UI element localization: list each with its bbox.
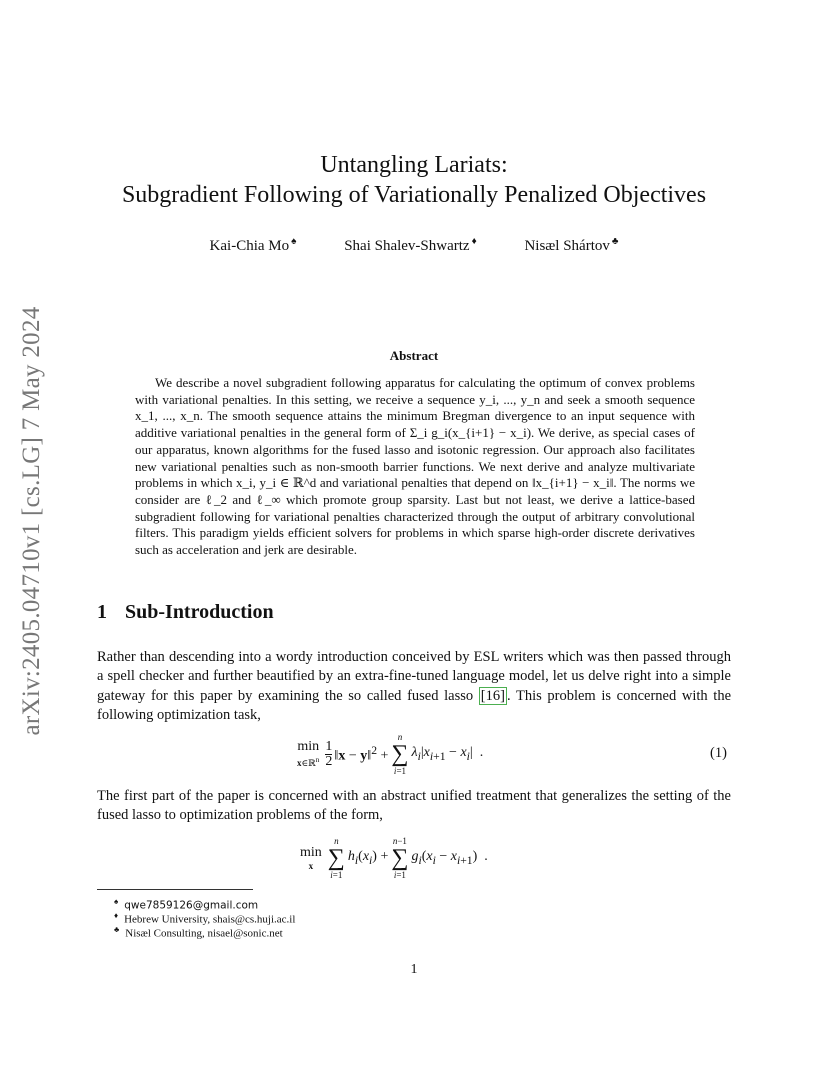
abstract-heading: Abstract — [389, 348, 439, 363]
footnote: ♦ Hebrew University, shais@cs.huji.ac.il — [114, 911, 296, 926]
section-heading — [97, 601, 274, 624]
equation-number: (1) — [710, 745, 727, 761]
citation-link[interactable]: [16] — [480, 687, 505, 704]
equation-1: min x∈ℝ$^n$ 1 2 ‖x − y‖$^2$ + n ∑ i=1 $\lambda_i|x_{i+1} - x_i|$ . — [297, 732, 484, 776]
paper-title-line-2: Subgradient Following of Variationally Penalized Objectives — [121, 182, 707, 208]
section-number: 1 — [97, 601, 107, 623]
intro-paragraph: Rather than descending into a wordy introduction conceived by ESL writers which was then passed through a spell checker and further beautified by an extra-fine-tuned language model, let us delve right into a simple gateway for this paper by examining the so called fused lasso [16] . This problem is concerned with the following optimization task, — [97, 649, 732, 723]
author: Nisæl Shártov ♣ — [524, 236, 619, 254]
abstract-text: We describe a novel subgradient following apparatus for calculating the optimum of convex problems with variational penalties. In this setting, we receive a sequence y_i, ..., y_n and seek a smooth sequence x_1, ..., x_n. The smooth sequence attains the minimum Bregman divergence to an input sequence with additive variational penalties in the general form of Σ_i g_i(x_{i+1} − x_i). We derive, as special cases of our apparatus, known algorithms for the fused lasso and isotonic regression. Our approach also facilitates new variational penalties such as non-smooth barrier functions. We next derive and analyze multivariate problems in which x_i, y_i ∈ ℝ^d and variational penalties that depend on ‖x_{i+1} − x_i‖. The norms we consider are ℓ_2 and ℓ_∞ which promote group sparsity. Last but not least, we derive a lattice-based subgradient following for variational penalties characterized through the output of arbitrary convolutional filters. This paradigm yields efficient solvers for problems in which sparse high-order discrete derivatives such as acceleration and jerk are desirable. — [135, 375, 695, 558]
equation-2: min x n ∑ i=1 $h_i(x_i)$ + n−1 ∑ i=1 $g_i(x_i - x_{i+1})$ . — [300, 836, 488, 880]
author: Shai Shalev-Shwartz ♦ — [344, 236, 477, 254]
footnote-rule — [97, 889, 253, 890]
footnote: ♠ qwe7859126@gmail.com — [114, 897, 259, 912]
page-number: 1 — [410, 962, 418, 977]
author-list — [0, 236, 828, 255]
unified-treatment-paragraph: The first part of the paper is concerned with an abstract unified treatment that generalizes the setting of the fused lasso to optimization problems of the form, — [97, 788, 731, 824]
author: Kai-Chia Mo ♠ — [209, 236, 297, 254]
section-title: Sub-Introduction — [125, 601, 274, 623]
arxiv-id: arXiv:2405.04710v1 [cs.LG] 7 May 2024 — [18, 306, 45, 736]
paper-title-line-1: Untangling Lariats: — [320, 152, 508, 178]
footnote: ♣ Nisæl Consulting, nisael@sonic.net — [114, 925, 283, 940]
